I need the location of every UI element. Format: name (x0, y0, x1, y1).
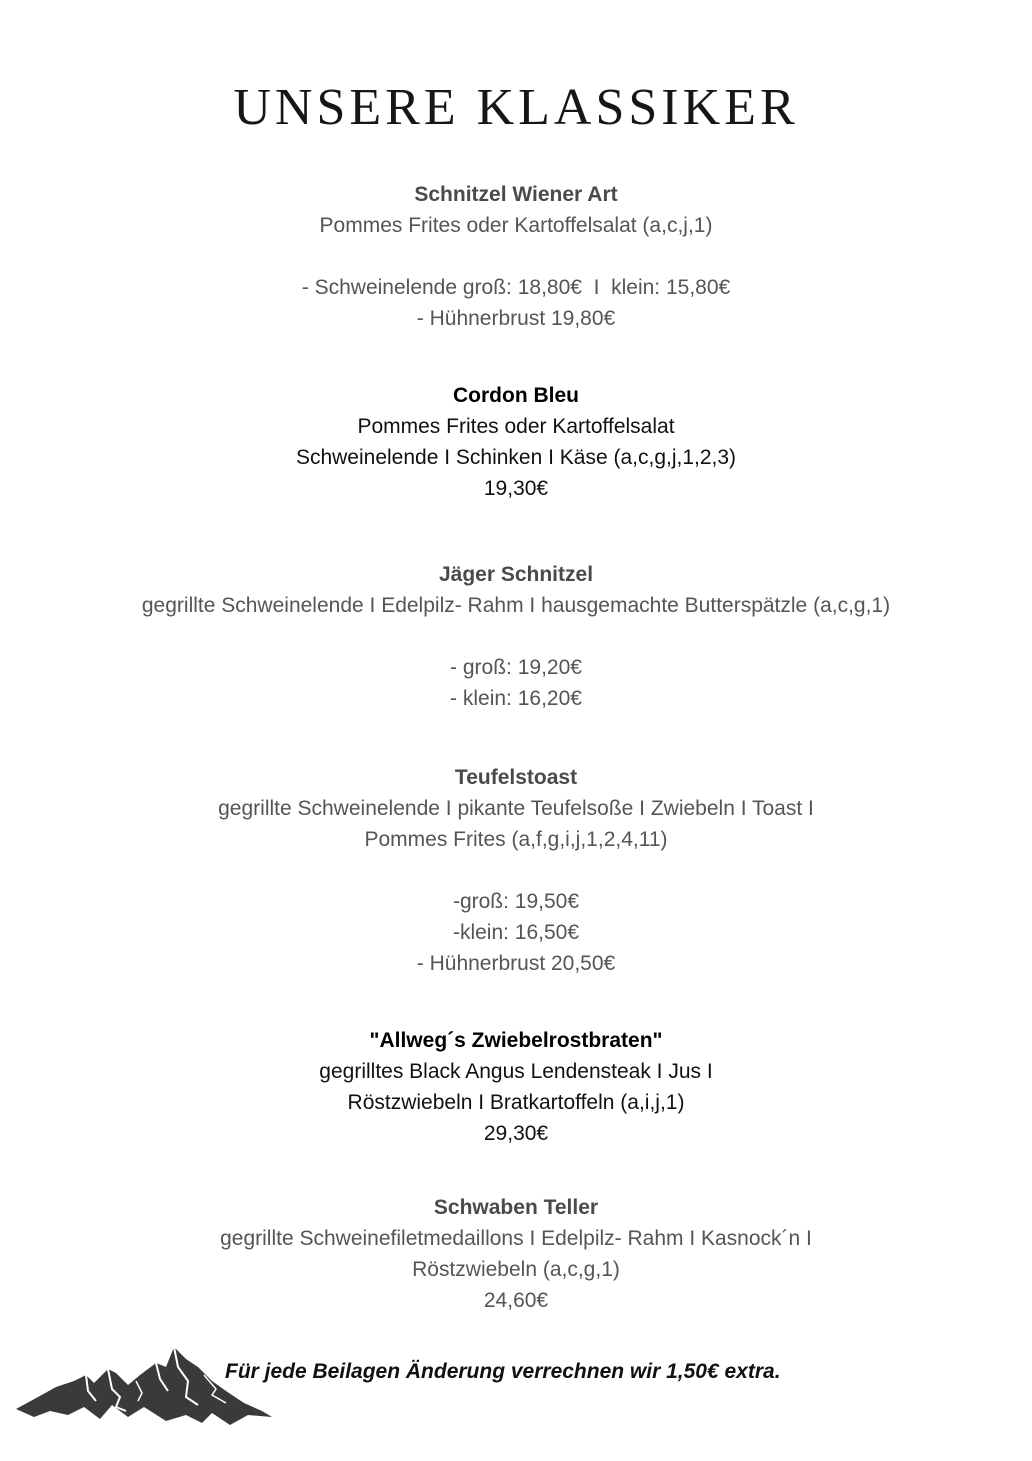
dish-jaeger-schnitzel (0, 559, 1032, 714)
surcharge-note: Für jede Beilagen Änderung verrechnen wir 1,50€ extra. (225, 1360, 781, 1383)
dish-price-line: - Schweinelende groß: 18,80€ I klein: 15,80€ (301, 276, 731, 299)
dish-zwiebelrostbraten (0, 1025, 1032, 1149)
dish-cordon-bleu (0, 380, 1032, 504)
dish-schnitzel-wiener-art (0, 179, 1032, 334)
dish-schwaben-teller (0, 1192, 1032, 1316)
dish-price: 24,60€ (483, 1289, 549, 1312)
dish-description: Pommes Frites (a,f,g,i,j,1,2,4,11) (364, 828, 668, 851)
dish-description: gegrillte Schweinefiletmedaillons I Edelpilz- Rahm I Kasnock´n I (220, 1227, 812, 1250)
dish-description: gegrillte Schweinelende I pikante Teufelsoße I Zwiebeln I Toast I (218, 797, 814, 820)
dish-description: Pommes Frites oder Kartoffelsalat (a,c,j,1) (319, 214, 713, 237)
dish-price: 19,30€ (483, 477, 549, 500)
mountain-range-icon (16, 1345, 272, 1427)
dish-price-line: - Hühnerbrust 20,50€ (416, 952, 616, 975)
dish-price-line: -klein: 16,50€ (452, 921, 580, 944)
dish-name: "Allweg´s Zwiebelrostbraten" (369, 1029, 663, 1052)
dish-description: Schweinelende I Schinken I Käse (a,c,g,j,1,2,3) (295, 446, 737, 469)
dish-price-line: - groß: 19,20€ (450, 656, 582, 679)
dish-description: Röstzwiebeln (a,c,g,1) (412, 1258, 620, 1281)
dish-price-line: -groß: 19,50€ (452, 890, 580, 913)
dish-teufelstoast (0, 762, 1032, 979)
dish-name: Jäger Schnitzel (438, 563, 594, 586)
dish-price: 29,30€ (483, 1122, 549, 1145)
page-title: UNSERE KLASSIKER (233, 79, 799, 136)
dish-price-line: - Hühnerbrust 19,80€ (416, 307, 616, 330)
dish-name: Cordon Bleu (453, 384, 579, 407)
dish-price-line: - klein: 16,20€ (450, 687, 582, 710)
dish-description: Röstzwiebeln I Bratkartoffeln (a,i,j,1) (347, 1091, 685, 1114)
dish-description: gegrilltes Black Angus Lendensteak I Jus I (319, 1060, 713, 1083)
dish-name: Schnitzel Wiener Art (414, 183, 618, 206)
dish-name: Schwaben Teller (433, 1196, 599, 1219)
dish-name: Teufelstoast (454, 766, 578, 789)
dish-description: Pommes Frites oder Kartoffelsalat (357, 415, 675, 438)
dish-description: gegrillte Schweinelende I Edelpilz- Rahm I hausgemachte Butterspätzle (a,c,g,1) (141, 594, 891, 617)
